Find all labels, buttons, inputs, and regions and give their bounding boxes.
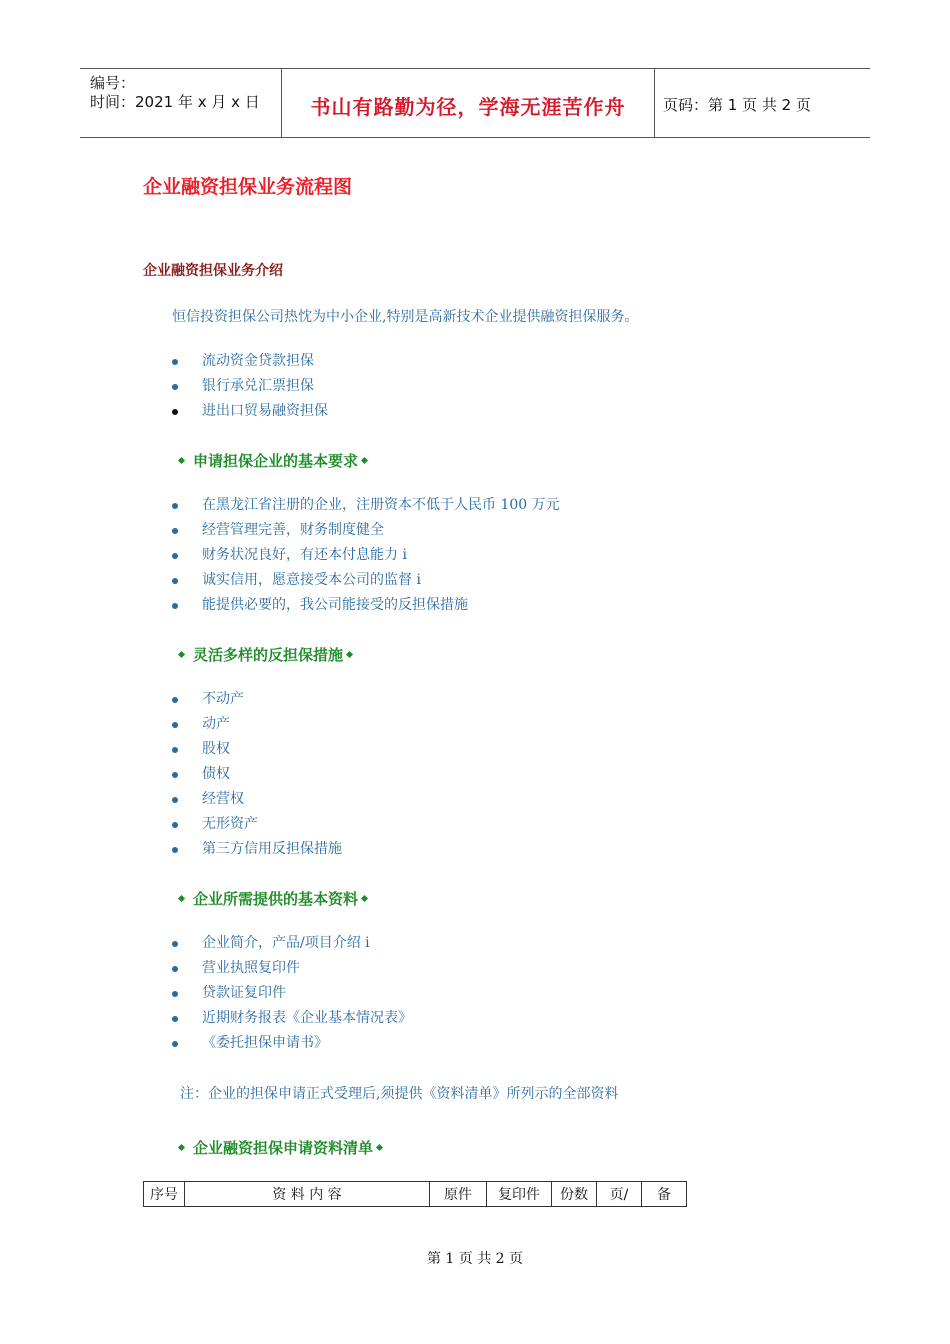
diamond-icon [178,650,185,657]
doc-date: 时间：2021 年 x 月 x 日 [90,93,260,111]
diamond-icon [361,894,368,901]
list-item: 近期财务报表《企业基本情况表》 [172,1006,412,1031]
list-item: 能提供必要的，我公司能接受的反担保措施 [172,593,560,618]
column-header: 页/ [597,1182,642,1207]
column-header: 资 料 内 容 [185,1182,430,1207]
service-list [172,349,328,424]
materials-list [172,931,412,1056]
column-header: 备 [642,1182,687,1207]
diamond-icon [178,1143,185,1150]
bullet-icon [172,772,178,778]
list-item: 第三方信用反担保措施 [172,837,342,862]
diamond-icon [178,456,185,463]
column-header: 复印件 [487,1182,552,1207]
list-item: 《委托担保申请书》 [172,1031,412,1056]
bullet-icon [172,797,178,803]
section-heading-checklist: 企业融资担保申请资料清单 [175,1137,391,1158]
header-middle-cell [282,69,655,137]
header-left-cell [80,69,282,137]
bullet-icon [172,847,178,853]
list-item: 债权 [172,762,342,787]
bullet-icon [172,966,178,972]
page-footer: 第 1 页 共 2 页 [426,1251,524,1267]
document-title: 企业融资担保业务流程图 [143,176,353,198]
list-item: 股权 [172,737,342,762]
requirements-list [172,493,560,618]
list-item: 流动资金贷款担保 [172,349,328,374]
bullet-icon [172,553,178,559]
materials-note: 注：企业的担保申请正式受理后,须提供《资料清单》所列示的全部资料 [180,1086,619,1102]
header-motto: 书山有路勤为径，学海无涯苦作舟 [310,95,626,119]
intro-heading: 企业融资担保业务介绍 [143,263,283,279]
header-right-cell [655,69,870,137]
list-item: 企业简介，产品/项目介绍 i [172,931,412,956]
bullet-icon [172,941,178,947]
bullet-icon [172,822,178,828]
checklist-table [143,1181,687,1207]
diamond-icon [178,894,185,901]
diamond-icon [361,456,368,463]
bullet-icon [172,991,178,997]
section-heading-materials: 企业所需提供的基本资料 [175,888,376,909]
list-item: 诚实信用，愿意接受本公司的监督 i [172,568,560,593]
counter-guarantee-list [172,687,342,862]
table-header-row [144,1182,687,1207]
page-header [80,68,870,138]
bullet-icon [172,578,178,584]
bullet-icon [172,747,178,753]
list-item: 无形资产 [172,812,342,837]
bullet-icon [172,409,178,415]
bullet-icon [172,697,178,703]
diamond-icon [346,650,353,657]
list-item: 进出口贸易融资担保 [172,399,328,424]
list-item: 在黑龙江省注册的企业，注册资本不低于人民币 100 万元 [172,493,560,518]
section-heading-counter-guarantee: 灵活多样的反担保措施 [175,644,361,665]
list-item: 经营权 [172,787,342,812]
bullet-icon [172,503,178,509]
bullet-icon [172,603,178,609]
column-header: 份数 [552,1182,597,1207]
intro-text: 恒信投资担保公司热忱为中小企业,特别是高新技术企业提供融资担保服务。 [172,309,639,325]
list-item: 财务状况良好，有还本付息能力 i [172,543,560,568]
list-item: 营业执照复印件 [172,956,412,981]
list-item: 不动产 [172,687,342,712]
list-item: 动产 [172,712,342,737]
bullet-icon [172,722,178,728]
bullet-icon [172,1016,178,1022]
bullet-icon [172,1041,178,1047]
bullet-icon [172,528,178,534]
section-heading-requirements: 申请担保企业的基本要求 [175,450,376,471]
list-item: 经营管理完善，财务制度健全 [172,518,560,543]
list-item: 银行承兑汇票担保 [172,374,328,399]
list-item: 贷款证复印件 [172,981,412,1006]
diamond-icon [376,1143,383,1150]
bullet-icon [172,384,178,390]
bullet-icon [172,359,178,365]
header-page-info: 页码：第 1 页 共 2 页 [663,96,811,114]
doc-number-label: 编号： [90,74,136,92]
column-header: 序号 [144,1182,185,1207]
column-header: 原件 [430,1182,487,1207]
